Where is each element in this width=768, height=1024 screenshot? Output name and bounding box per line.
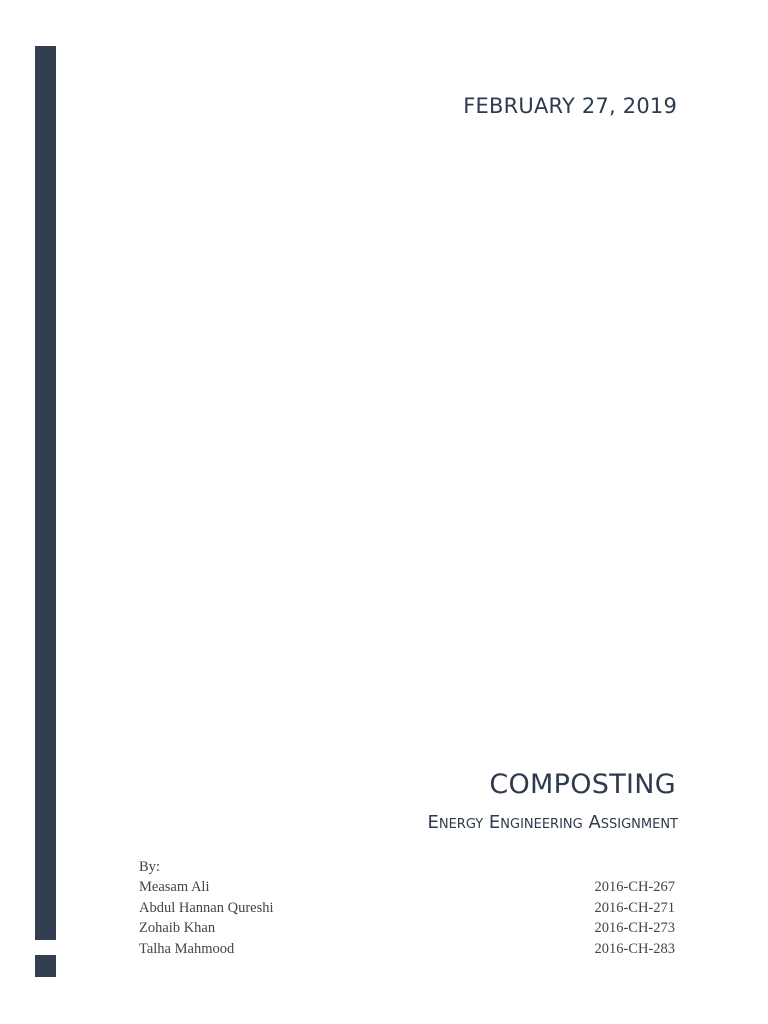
author-name: Measam Ali [139,879,210,895]
by-label: By: [139,859,160,875]
author-row [139,918,675,939]
document-subtitle: Energy Engineering Assignment [427,812,678,833]
author-list [139,857,675,959]
sidebar-accent-bar [35,46,56,940]
sidebar-accent-block [35,955,56,977]
author-row [139,939,675,960]
author-id: 2016-CH-283 [594,940,675,957]
author-id: 2016-CH-271 [594,899,675,916]
author-name: Abdul Hannan Qureshi [139,899,274,916]
author-row [139,898,675,919]
author-row [139,877,675,898]
author-name: Zohaib Khan [139,920,216,936]
author-id: 2016-CH-267 [594,879,675,895]
document-date: FEBRUARY 27, 2019 [463,94,677,118]
author-id: 2016-CH-273 [594,920,675,936]
author-name: Talha Mahmood [139,940,235,957]
document-title: COMPOSTING [489,769,676,800]
